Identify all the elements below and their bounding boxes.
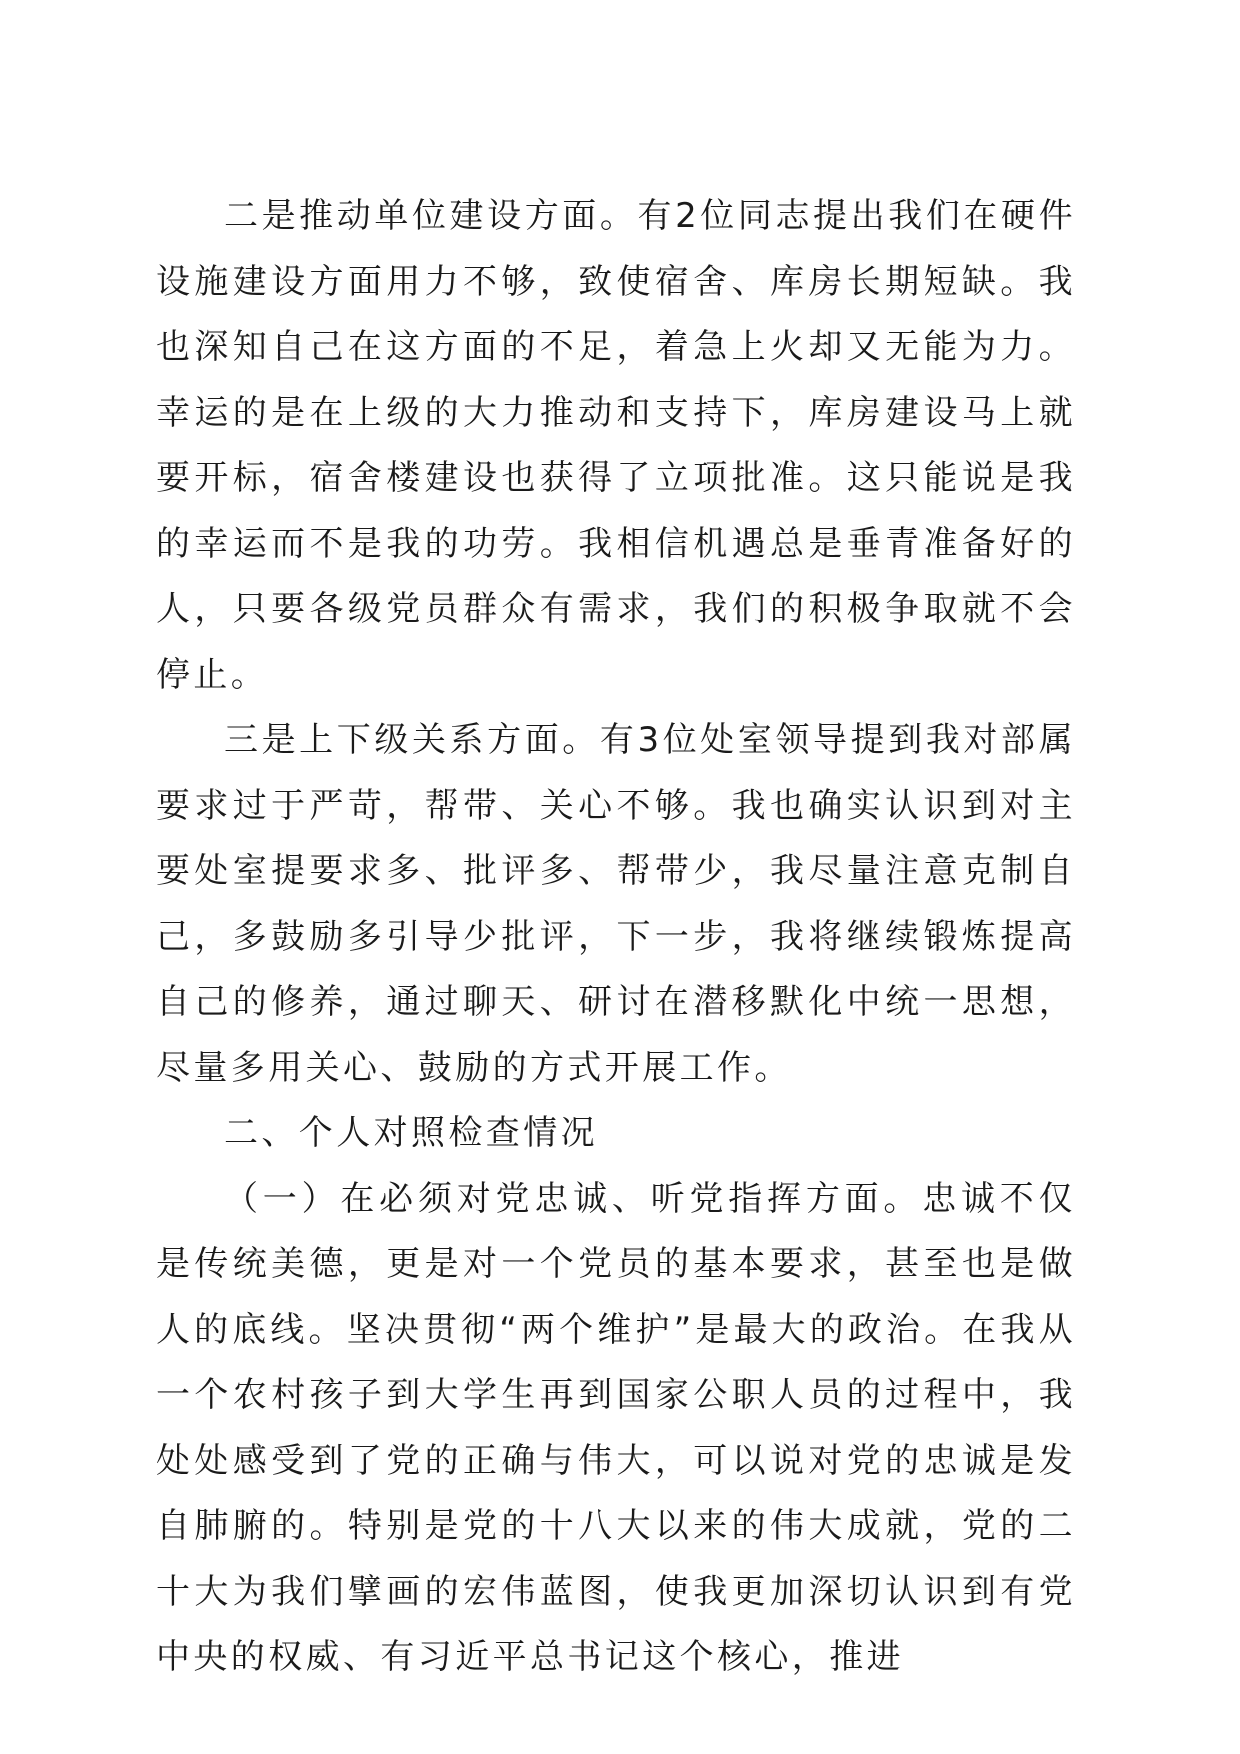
paragraph-superior-subordinate: 三是上下级关系方面。有3位处室领导提到我对部属要求过于严苛，帮带、关心不够。我也确实认识到对主要处室提要求多、批评多、帮带少，我尽量注意克制自己，多鼓励多引导少批评，下一步，我将继续锻炼提高自己的修养，通过聊天、研讨在潜移默化中统一思想，尽量多用关心、鼓励的方式开展工作。	[156, 720, 1076, 1088]
paragraph-unit-construction: 二是推动单位建设方面。有2位同志提出我们在硬件设施建设方面用力不够，致使宿舍、库房长期短缺。我也深知自己在这方面的不足，着急上火却又无能为力。幸运的是在上级的大力推动和支持下，库房建设马上就要开标，宿舍楼建设也获得了立项批准。这只能说是我的幸运而不是我的功劳。我相信机遇总是垂青准备好的人，只要各级党员群众有需求，我们的积极争取就不会停止。	[156, 196, 1076, 695]
paragraph-loyalty: （一）在必须对党忠诚、听党指挥方面。忠诚不仅是传统美德，更是对一个党员的基本要求，甚至也是做人的底线。坚决贯彻“两个维护”是最大的政治。在我从一个农村孩子到大学生再到国家公职人员的过程中，我处处感受到了党的正确与伟大，可以说对党的忠诚是发自肺腑的。特别是党的十八大以来的伟大成就，党的二十大为我们擘画的宏伟蓝图，使我更加深切认识到有党中央的权威、有习近平总书记这个核心，推进	[156, 1178, 1076, 1677]
section-heading: 二、个人对照检查情况	[224, 1113, 598, 1153]
document-body	[156, 184, 1076, 1691]
